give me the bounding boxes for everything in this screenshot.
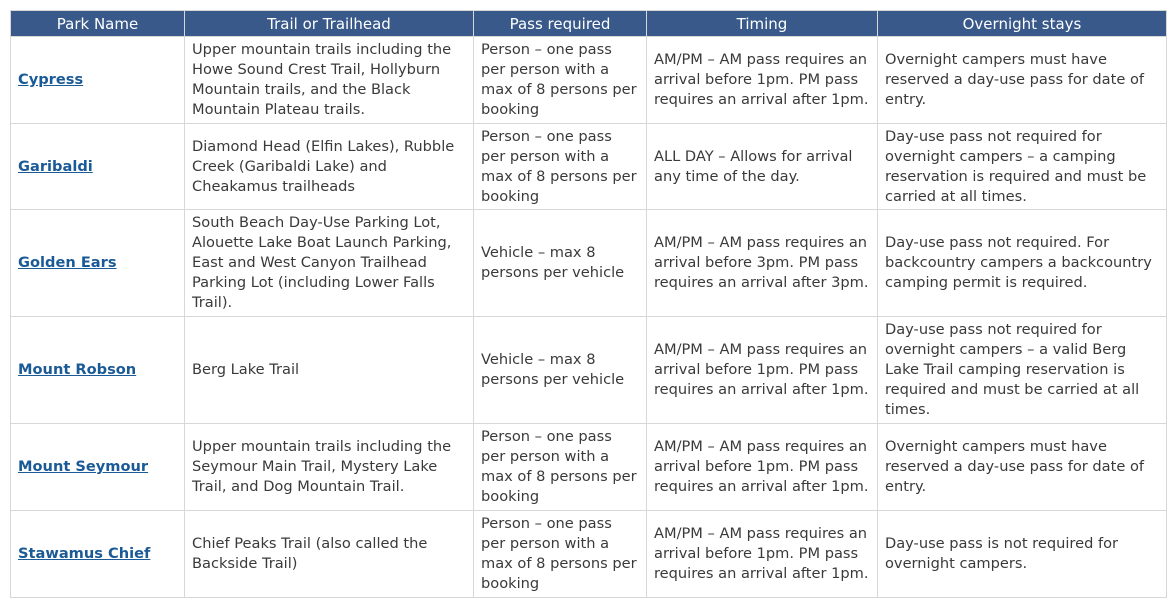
timing-cell: AM/PM – AM pass requires an arrival before 1pm. PM pass requires an arrival after 1pm.: [647, 424, 878, 511]
trail-cell: Upper mountain trails including the Howe Sound Crest Trail, Hollyburn Mountain trails, and the Black Mountain Plateau trails.: [185, 37, 474, 124]
trail-cell: Diamond Head (Elfin Lakes), Rubble Creek (Garibaldi Lake) and Cheakamus trailheads: [185, 123, 474, 210]
header-overnight-stays: Overnight stays: [878, 11, 1167, 37]
park-cell: [11, 424, 185, 511]
park-link-stawamus-chief[interactable]: Stawamus Chief: [18, 544, 151, 562]
pass-cell: Person – one pass per person with a max of 8 persons per booking: [474, 424, 647, 511]
park-cell: [11, 511, 185, 598]
park-link-garibaldi[interactable]: Garibaldi: [18, 157, 93, 175]
pass-cell: Vehicle – max 8 persons per vehicle: [474, 210, 647, 317]
table-header-row: [11, 11, 1167, 37]
overnight-cell: Overnight campers must have reserved a day-use pass for date of entry.: [878, 37, 1167, 124]
park-link-mount-robson[interactable]: Mount Robson: [18, 361, 137, 379]
timing-cell: AM/PM – AM pass requires an arrival before 3pm. PM pass requires an arrival after 3pm.: [647, 210, 878, 317]
park-cell: [11, 37, 185, 124]
park-cell: [11, 123, 185, 210]
trail-cell: Berg Lake Trail: [185, 317, 474, 424]
park-link-mount-seymour[interactable]: Mount Seymour: [18, 458, 149, 476]
header-timing: Timing: [647, 11, 878, 37]
table-row: [11, 317, 1167, 424]
table-row: [11, 511, 1167, 598]
table-row: [11, 123, 1167, 210]
park-link-golden-ears[interactable]: Golden Ears: [18, 254, 117, 272]
pass-cell: Person – one pass per person with a max of 8 persons per booking: [474, 511, 647, 598]
trail-cell: Upper mountain trails including the Seymour Main Trail, Mystery Lake Trail, and Dog Mountain Trail.: [185, 424, 474, 511]
header-trail: Trail or Trailhead: [185, 11, 474, 37]
overnight-cell: Day-use pass is not required for overnight campers.: [878, 511, 1167, 598]
pass-cell: Person – one pass per person with a max of 8 persons per booking: [474, 37, 647, 124]
overnight-cell: Day-use pass not required. For backcountry campers a backcountry camping permit is required.: [878, 210, 1167, 317]
trail-cell: Chief Peaks Trail (also called the Backside Trail): [185, 511, 474, 598]
overnight-cell: Overnight campers must have reserved a day-use pass for date of entry.: [878, 424, 1167, 511]
table-row: [11, 37, 1167, 124]
table-row: [11, 424, 1167, 511]
pass-cell: Vehicle – max 8 persons per vehicle: [474, 317, 647, 424]
timing-cell: AM/PM – AM pass requires an arrival before 1pm. PM pass requires an arrival after 1pm.: [647, 37, 878, 124]
overnight-cell: Day-use pass not required for overnight campers – a camping reservation is required and must be carried at all times.: [878, 123, 1167, 210]
trail-cell: South Beach Day-Use Parking Lot, Alouette Lake Boat Launch Parking, East and West Canyon Trailhead Parking Lot (including Lower Falls Trail).: [185, 210, 474, 317]
park-cell: [11, 210, 185, 317]
header-park-name: Park Name: [11, 11, 185, 37]
table-row: [11, 210, 1167, 317]
header-pass-required: Pass required: [474, 11, 647, 37]
timing-cell: AM/PM – AM pass requires an arrival before 1pm. PM pass requires an arrival after 1pm.: [647, 511, 878, 598]
day-use-pass-table: [10, 10, 1167, 598]
timing-cell: ALL DAY – Allows for arrival any time of the day.: [647, 123, 878, 210]
park-cell: [11, 317, 185, 424]
park-link-cypress[interactable]: Cypress: [18, 70, 84, 88]
timing-cell: AM/PM – AM pass requires an arrival before 1pm. PM pass requires an arrival after 1pm.: [647, 317, 878, 424]
overnight-cell: Day-use pass not required for overnight campers – a valid Berg Lake Trail camping reservation is required and must be carried at all times.: [878, 317, 1167, 424]
pass-cell: Person – one pass per person with a max of 8 persons per booking: [474, 123, 647, 210]
